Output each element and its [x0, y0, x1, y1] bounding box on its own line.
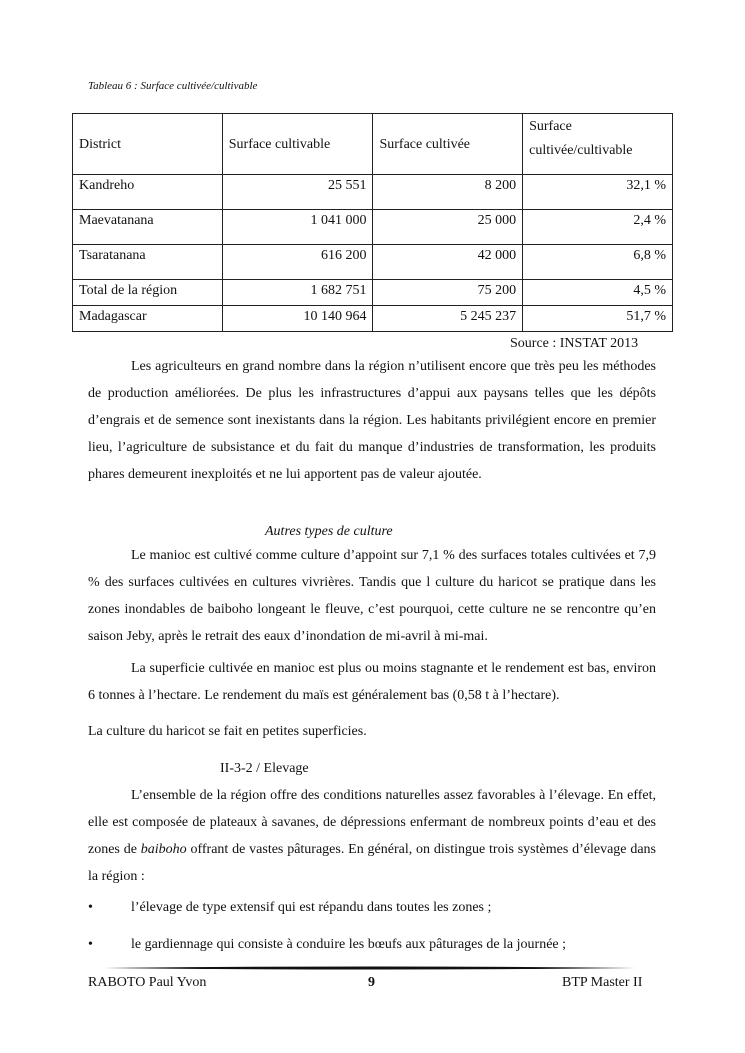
- table-row: [73, 306, 673, 332]
- footer-program: BTP Master II: [562, 975, 643, 990]
- table-row: [73, 280, 673, 306]
- cell-district: Tsaratanana: [73, 245, 223, 280]
- table-row: [73, 175, 673, 210]
- table-source: Source : INSTAT 2013: [510, 336, 639, 351]
- header-surface-cultivable: Surface cultivable: [222, 114, 373, 175]
- subtitle-autres-cultures: Autres types de culture: [265, 524, 393, 539]
- cell-district: Madagascar: [73, 306, 223, 332]
- cell-cultivee: 75 200: [373, 280, 523, 306]
- cell-district: Kandreho: [73, 175, 223, 210]
- paragraph-superficie: La superficie cultivée en manioc est plus ou moins stagnante et le rendement est bas, environ 6 tonnes à l’hectare. Le rendement du maïs est généralement bas (0,58 t à l’hectare).: [88, 661, 656, 703]
- cell-ratio: 6,8 %: [523, 245, 673, 280]
- bullet-dot: •: [88, 937, 93, 952]
- cell-cultivee: 42 000: [373, 245, 523, 280]
- paragraph-elevage-start: L’ensemble de la région offre des conditions naturelles assez favorables à l’élevage. En effet, elle est composée de plateaux à savanes, de dépressions enfermant de nombreux points d’eau et des zones de: [88, 788, 656, 857]
- header-ratio: Surface cultivée/cultivable: [523, 114, 673, 175]
- cell-cultivee: 8 200: [373, 175, 523, 210]
- cell-cultivable: 616 200: [222, 245, 373, 280]
- paragraph-elevage-end: offrant de vastes pâturages. En général, on distingue trois systèmes d’élevage dans la région :: [88, 842, 657, 884]
- header-surface-cultivee: Surface cultivée: [373, 114, 523, 175]
- cell-ratio: 32,1 %: [523, 175, 673, 210]
- cell-cultivable: 25 551: [222, 175, 373, 210]
- paragraph-manioc: Le manioc est cultivé comme culture d’appoint sur 7,1 % des surfaces totales cultivées et 7,9 % des surfaces cultivées en cultures vivrières. Tandis que l culture du haricot se pratique dans les zones inondables de baiboho longeant le fleuve, c’est pourquoi, cette culture ne se rencontre qu’en saison Jeby, après le retrait des eaux d’inondation de mi-avril à mi-mai.: [88, 548, 656, 644]
- cell-ratio: 2,4 %: [523, 210, 673, 245]
- table-header-row: [73, 114, 673, 175]
- cell-cultivable: 1 041 000: [222, 210, 373, 245]
- table-row: [73, 245, 673, 280]
- header-district: District: [73, 114, 223, 175]
- footer-author: RABOTO Paul Yvon: [88, 975, 207, 990]
- cell-district: Total de la région: [73, 280, 223, 306]
- section-heading-elevage: II-3-2 / Elevage: [220, 761, 309, 776]
- bullet-dot: •: [88, 900, 93, 915]
- bullet-text: le gardiennage qui consiste à conduire les bœufs aux pâturages de la journée ;: [131, 937, 567, 952]
- paragraph-elevage-italic: baiboho: [140, 842, 187, 857]
- cell-ratio: 4,5 %: [523, 280, 673, 306]
- paragraph-haricot: La culture du haricot se fait en petites superficies.: [88, 724, 367, 739]
- cell-cultivee: 5 245 237: [373, 306, 523, 332]
- surface-table: [72, 113, 673, 332]
- cell-cultivable: 1 682 751: [222, 280, 373, 306]
- bullet-text: l’élevage de type extensif qui est répandu dans toutes les zones ;: [131, 900, 492, 915]
- cell-cultivee: 25 000: [373, 210, 523, 245]
- table-caption: Tableau 6 : Surface cultivée/cultivable: [88, 80, 258, 92]
- footer-rule: [104, 966, 640, 970]
- cell-district: Maevatanana: [73, 210, 223, 245]
- paragraph-elevage: [88, 782, 656, 890]
- cell-cultivable: 10 140 964: [222, 306, 373, 332]
- footer-page-number: 9: [368, 975, 375, 990]
- paragraph-agriculteurs: Les agriculteurs en grand nombre dans la région n’utilisent encore que très peu les méthodes de production améliorées. De plus les infrastructures d’appui aux paysans telles que les dépôts d’engrais et de semence sont inexistants dans la région. Les habitants privilégient encore en premier lieu, l’agriculture de subsistance et du fait du manque d’industries de transformation, les produits phares demeurent inexploités et ne lui apportent pas de valeur ajoutée.: [88, 359, 656, 482]
- cell-ratio: 51,7 %: [523, 306, 673, 332]
- table-row: [73, 210, 673, 245]
